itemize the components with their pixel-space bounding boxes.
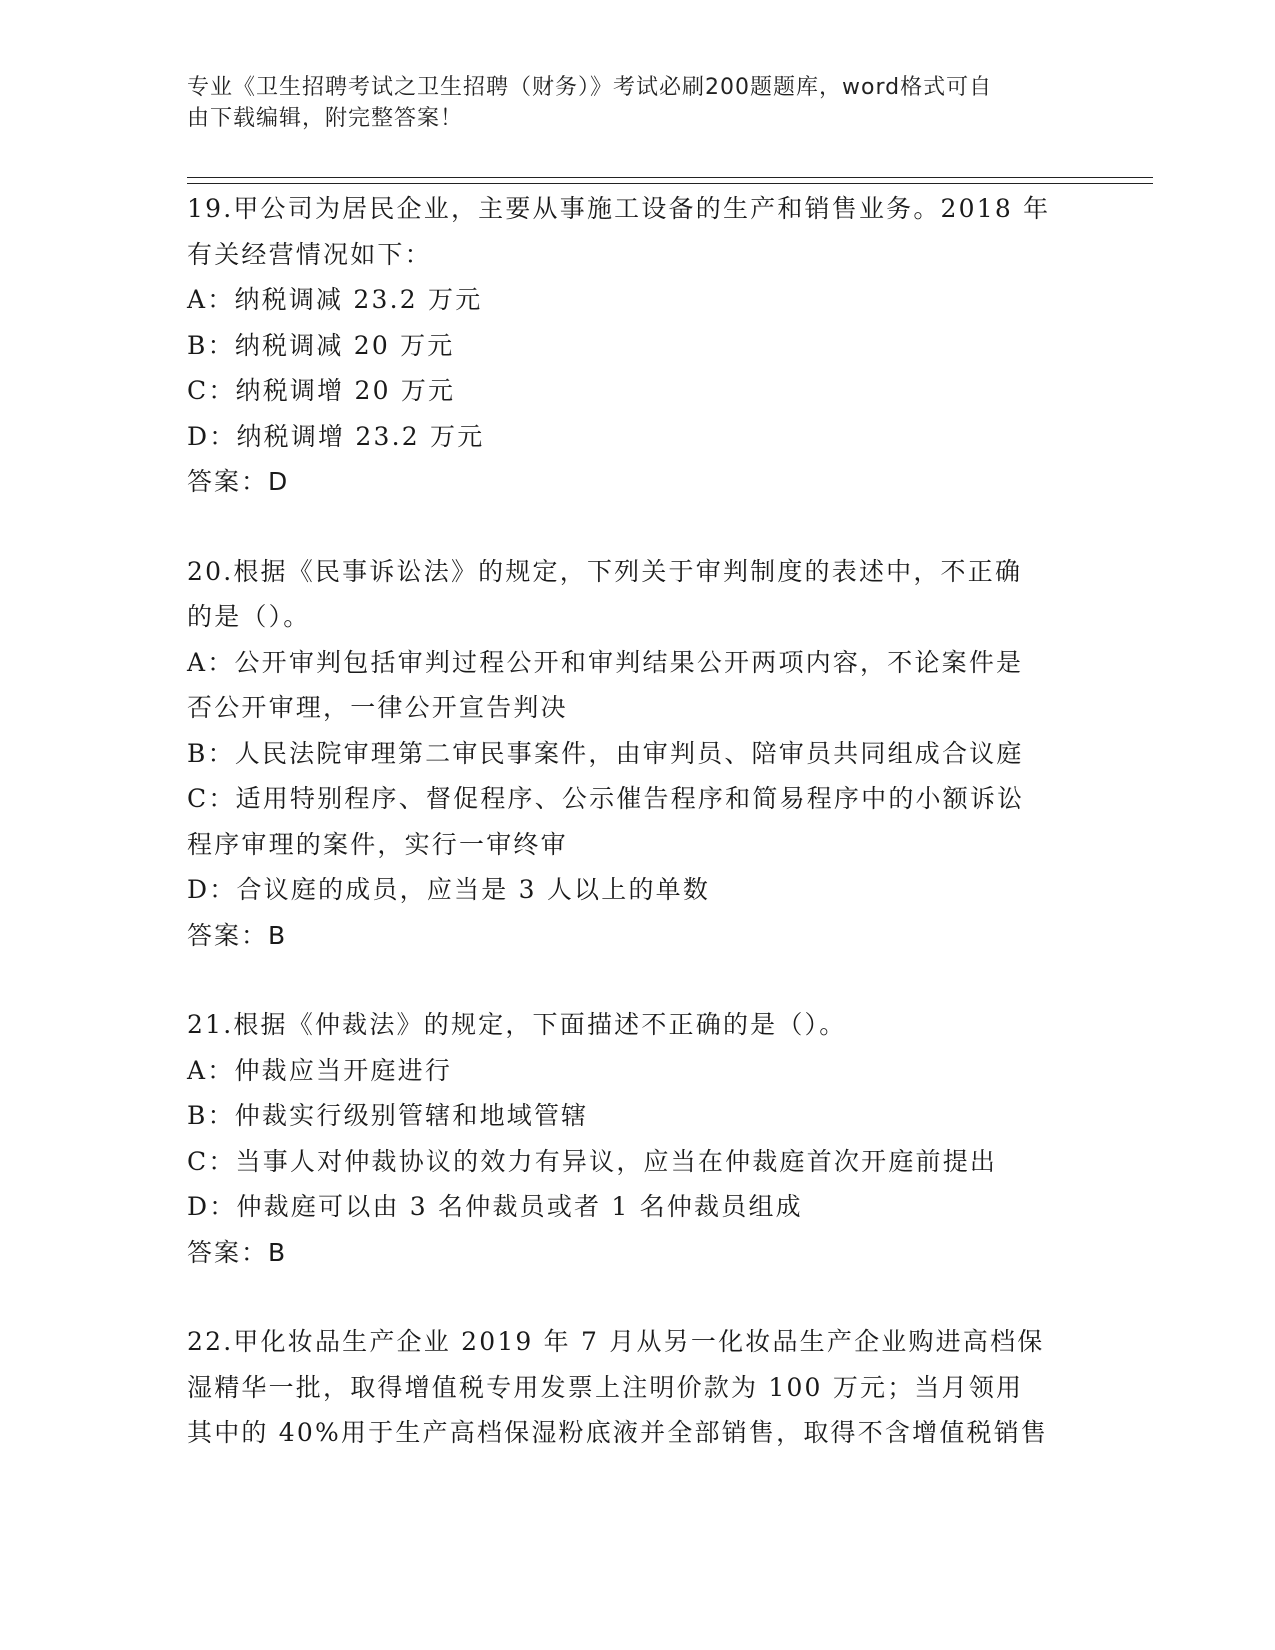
- answer-option: [187, 867, 1087, 913]
- question-block: [187, 186, 1087, 505]
- answer-option-line: A：纳税调减 23.2 万元: [187, 285, 483, 314]
- answer-option-line: C：纳税调增 20 万元: [187, 376, 456, 405]
- question-spacer: [187, 1275, 1087, 1319]
- answer-option-line: C：适用特别程序、督促程序、公示催告程序和简易程序中的小额诉讼: [187, 784, 1025, 813]
- answer-option: [187, 1048, 1087, 1094]
- question-stem-line: 其中的 40%用于生产高档保湿粉底液并全部销售，取得不含增值税销售: [187, 1418, 1049, 1447]
- question-stem-line: 21.根据《仲裁法》的规定，下面描述不正确的是（）。: [187, 1010, 847, 1039]
- document-header: [187, 72, 1067, 134]
- answer-option: [187, 640, 1087, 731]
- answer-option: [187, 1184, 1087, 1230]
- header-line-2: 由下载编辑，附完整答案！: [187, 106, 464, 131]
- answer-option: [187, 323, 1087, 369]
- answer-key: 答案：B: [187, 920, 288, 950]
- answer-option-line: B：纳税调减 20 万元: [187, 330, 455, 360]
- header-rule-top: [187, 177, 1153, 178]
- question-stem-line: 有关经营情况如下：: [187, 239, 432, 269]
- question-spacer: [187, 505, 1087, 549]
- answer-option-line: D：纳税调增 23.2 万元: [187, 421, 485, 451]
- answer-option-line: B：仲裁实行级别管辖和地域管辖: [187, 1101, 589, 1130]
- question-block: [187, 549, 1087, 959]
- answer-option: [187, 1139, 1087, 1185]
- answer-option-line: D：合议庭的成员，应当是 3 人以上的单数: [187, 875, 711, 904]
- answer-option-line: A：公开审判包括审判过程公开和审判结果公开两项内容，不论案件是: [187, 647, 1024, 677]
- question-spacer: [187, 958, 1087, 1002]
- question-block: [187, 1002, 1087, 1275]
- answer-option: [187, 731, 1087, 777]
- answer-option-line: A：仲裁应当开庭进行: [187, 1055, 453, 1085]
- answer-key: 答案：B: [187, 1237, 288, 1267]
- question-stem-line: 22.甲化妆品生产企业 2019 年 7 月从另一化妆品生产企业购进高档保: [187, 1327, 1045, 1356]
- question-block: [187, 1319, 1087, 1456]
- answer-key: 答案：D: [187, 467, 290, 496]
- question-stem-line: 19.甲公司为居民企业，主要从事施工设备的生产和销售业务。2018 年: [187, 194, 1051, 223]
- question-list: [187, 186, 1087, 1456]
- question-stem-line: 的是（）。: [187, 602, 311, 631]
- answer-option-line: 否公开审理，一律公开宣告判决: [187, 693, 568, 722]
- answer-option: [187, 414, 1087, 460]
- answer-option: [187, 277, 1087, 323]
- answer-option: [187, 1093, 1087, 1139]
- answer-option: [187, 776, 1087, 867]
- answer-option: [187, 368, 1087, 414]
- question-stem-line: 20.根据《民事诉讼法》的规定，下列关于审判制度的表述中，不正确: [187, 556, 1023, 586]
- answer-option-line: B：人民法院审理第二审民事案件，由审判员、陪审员共同组成合议庭: [187, 738, 1024, 768]
- header-rule-bottom: [187, 183, 1153, 184]
- question-stem-line: 湿精华一批，取得增值税专用发票上注明价款为 100 万元；当月领用: [187, 1372, 1024, 1402]
- answer-option-line: D：仲裁庭可以由 3 名仲裁员或者 1 名仲裁员组成: [187, 1192, 803, 1221]
- header-line-1: 专业《卫生招聘考试之卫生招聘（财务）》考试必刷200题题库，word格式可自: [187, 75, 993, 100]
- answer-option-line: 程序审理的案件，实行一审终审: [187, 829, 568, 859]
- answer-option-line: C：当事人对仲裁协议的效力有异议，应当在仲裁庭首次开庭前提出: [187, 1146, 998, 1176]
